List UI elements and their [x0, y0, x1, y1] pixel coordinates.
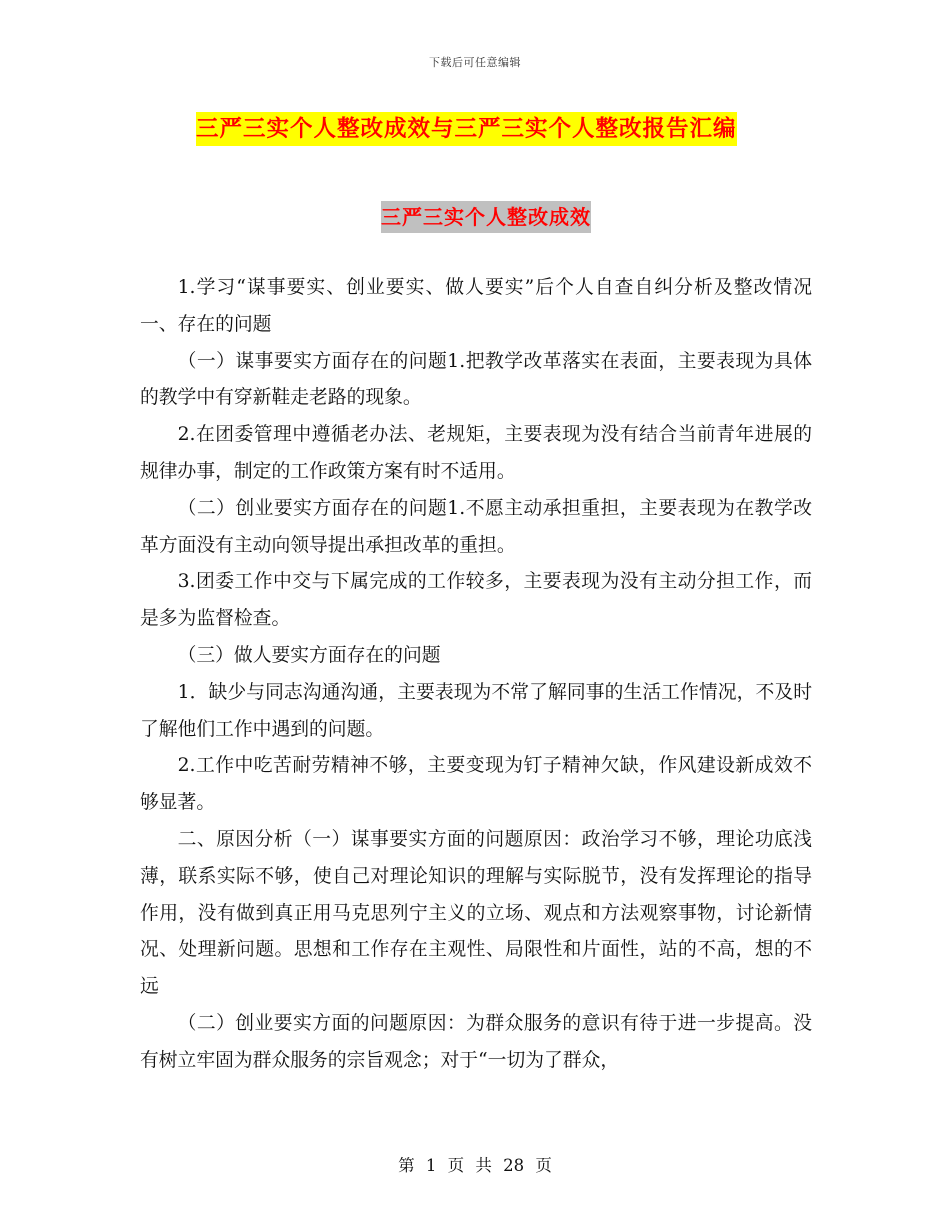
header-note: 下载后可任意编辑	[429, 56, 521, 69]
paragraph: 2.工作中吃苦耐劳精神不够，主要变现为钉子精神欠缺，作风建设新成效不够显著。	[140, 755, 812, 814]
paragraph: （二）创业要实方面的问题原因：为群众服务的意识有待于进一步提高。没有树立牢固为群众服务的宗旨观念；对于“一切为了群众，	[140, 1012, 812, 1071]
paragraph: （三）做人要实方面存在的问题	[177, 644, 441, 666]
paragraph: 1．缺少与同志沟通沟通，主要表现为不常了解同事的生活工作情况，不及时了解他们工作中遇到的问题。	[140, 681, 812, 740]
paragraph: 二、原因分析（一）谋事要实方面的问题原因：政治学习不够，理论功底浅薄，联系实际不够，使自己对理论知识的理解与实际脱节，没有发挥理论的指导作用，没有做到真正用马克思列宁主义的立场、观点和方法观察事物，讨论新情况、处理新问题。思想和工作存在主观性、局限性和片面性，站的不高，想的不远	[140, 828, 812, 998]
body-text	[140, 270, 812, 1080]
sub-title: 三严三实个人整改成效	[381, 201, 591, 233]
page-footer: 第 1 页 共 28 页	[398, 1156, 552, 1175]
paragraph: 2.在团委管理中遵循老办法、老规矩，主要表现为没有结合当前青年进展的规律办事，制定的工作政策方案有时不适用。	[140, 424, 812, 482]
paragraph: 1.学习“谋事要实、创业要实、做人要实”后个人自查自纠分析及整改情况一、存在的问题	[140, 277, 812, 335]
paragraph: （二）创业要实方面存在的问题1.不愿主动承担重担，主要表现为在教学改革方面没有主动向领导提出承担改革的重担。	[140, 497, 812, 556]
main-title: 三严三实个人整改成效与三严三实个人整改报告汇编	[196, 112, 737, 146]
paragraph: 3.团委工作中交与下属完成的工作较多，主要表现为没有主动分担工作，而是多为监督检查。	[140, 571, 812, 630]
paragraph: （一）谋事要实方面存在的问题1.把教学改革落实在表面，主要表现为具体的教学中有穿新鞋走老路的现象。	[140, 350, 812, 409]
